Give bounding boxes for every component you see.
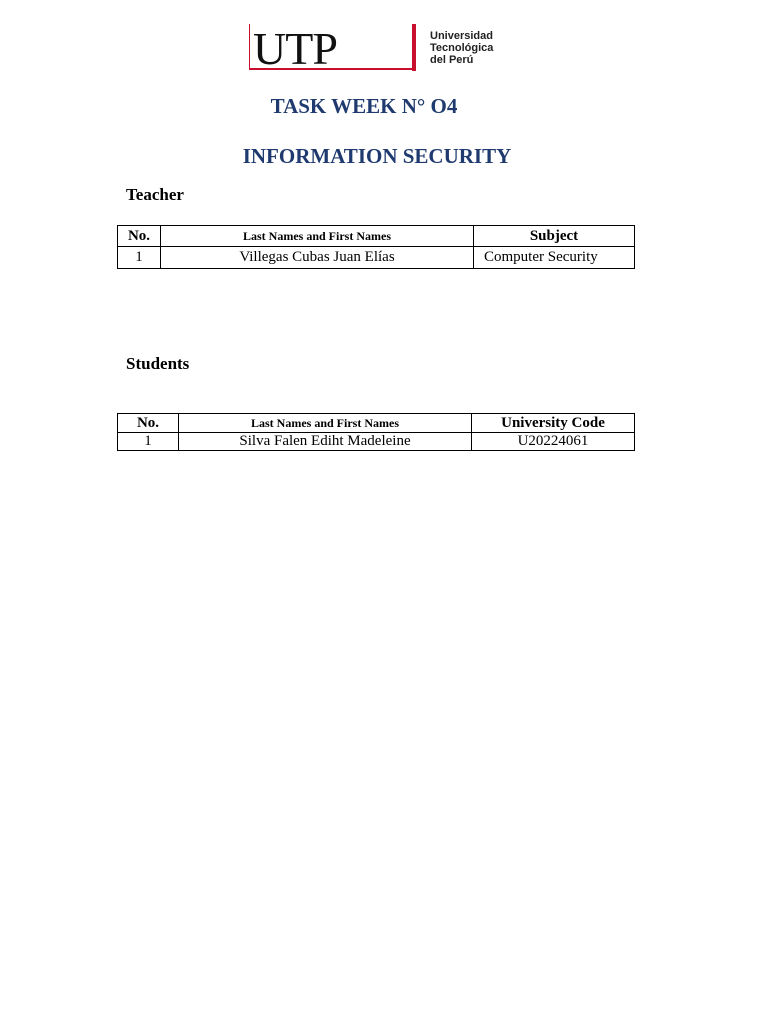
logo-mark: UTP <box>253 23 337 74</box>
table-row <box>118 247 635 269</box>
cell-number: 1 <box>118 247 161 269</box>
column-header-names: Last Names and First Names <box>161 226 474 247</box>
cell-name: Villegas Cubas Juan Elías <box>161 247 474 269</box>
logo-university-name <box>430 30 493 66</box>
logo-line: Tecnológica <box>430 42 494 54</box>
document-title: TASK WEEK N° O4 <box>270 94 458 118</box>
utp-logo <box>249 24 511 72</box>
cell-name: Silva Falen Ediht Madeleine <box>179 433 472 451</box>
students-heading: Students <box>126 354 190 373</box>
teacher-table <box>117 225 635 269</box>
document-subtitle: INFORMATION SECURITY <box>242 144 512 168</box>
cell-subject: Computer Security <box>474 247 635 269</box>
teacher-heading: Teacher <box>126 185 184 204</box>
table-header-row <box>118 226 635 247</box>
column-header-university-code: University Code <box>472 414 635 433</box>
cell-university-code: U20224061 <box>472 433 635 451</box>
cell-number: 1 <box>118 433 179 451</box>
table-row <box>118 433 635 451</box>
column-header-number: No. <box>118 414 179 433</box>
students-table <box>117 413 635 451</box>
column-header-number: No. <box>118 226 161 247</box>
table-header-row <box>118 414 635 433</box>
logo-divider <box>412 24 416 71</box>
logo-line: Universidad <box>430 30 493 42</box>
logo-line: del Perú <box>430 54 474 66</box>
column-header-names: Last Names and First Names <box>179 414 472 433</box>
column-header-subject: Subject <box>474 226 635 247</box>
